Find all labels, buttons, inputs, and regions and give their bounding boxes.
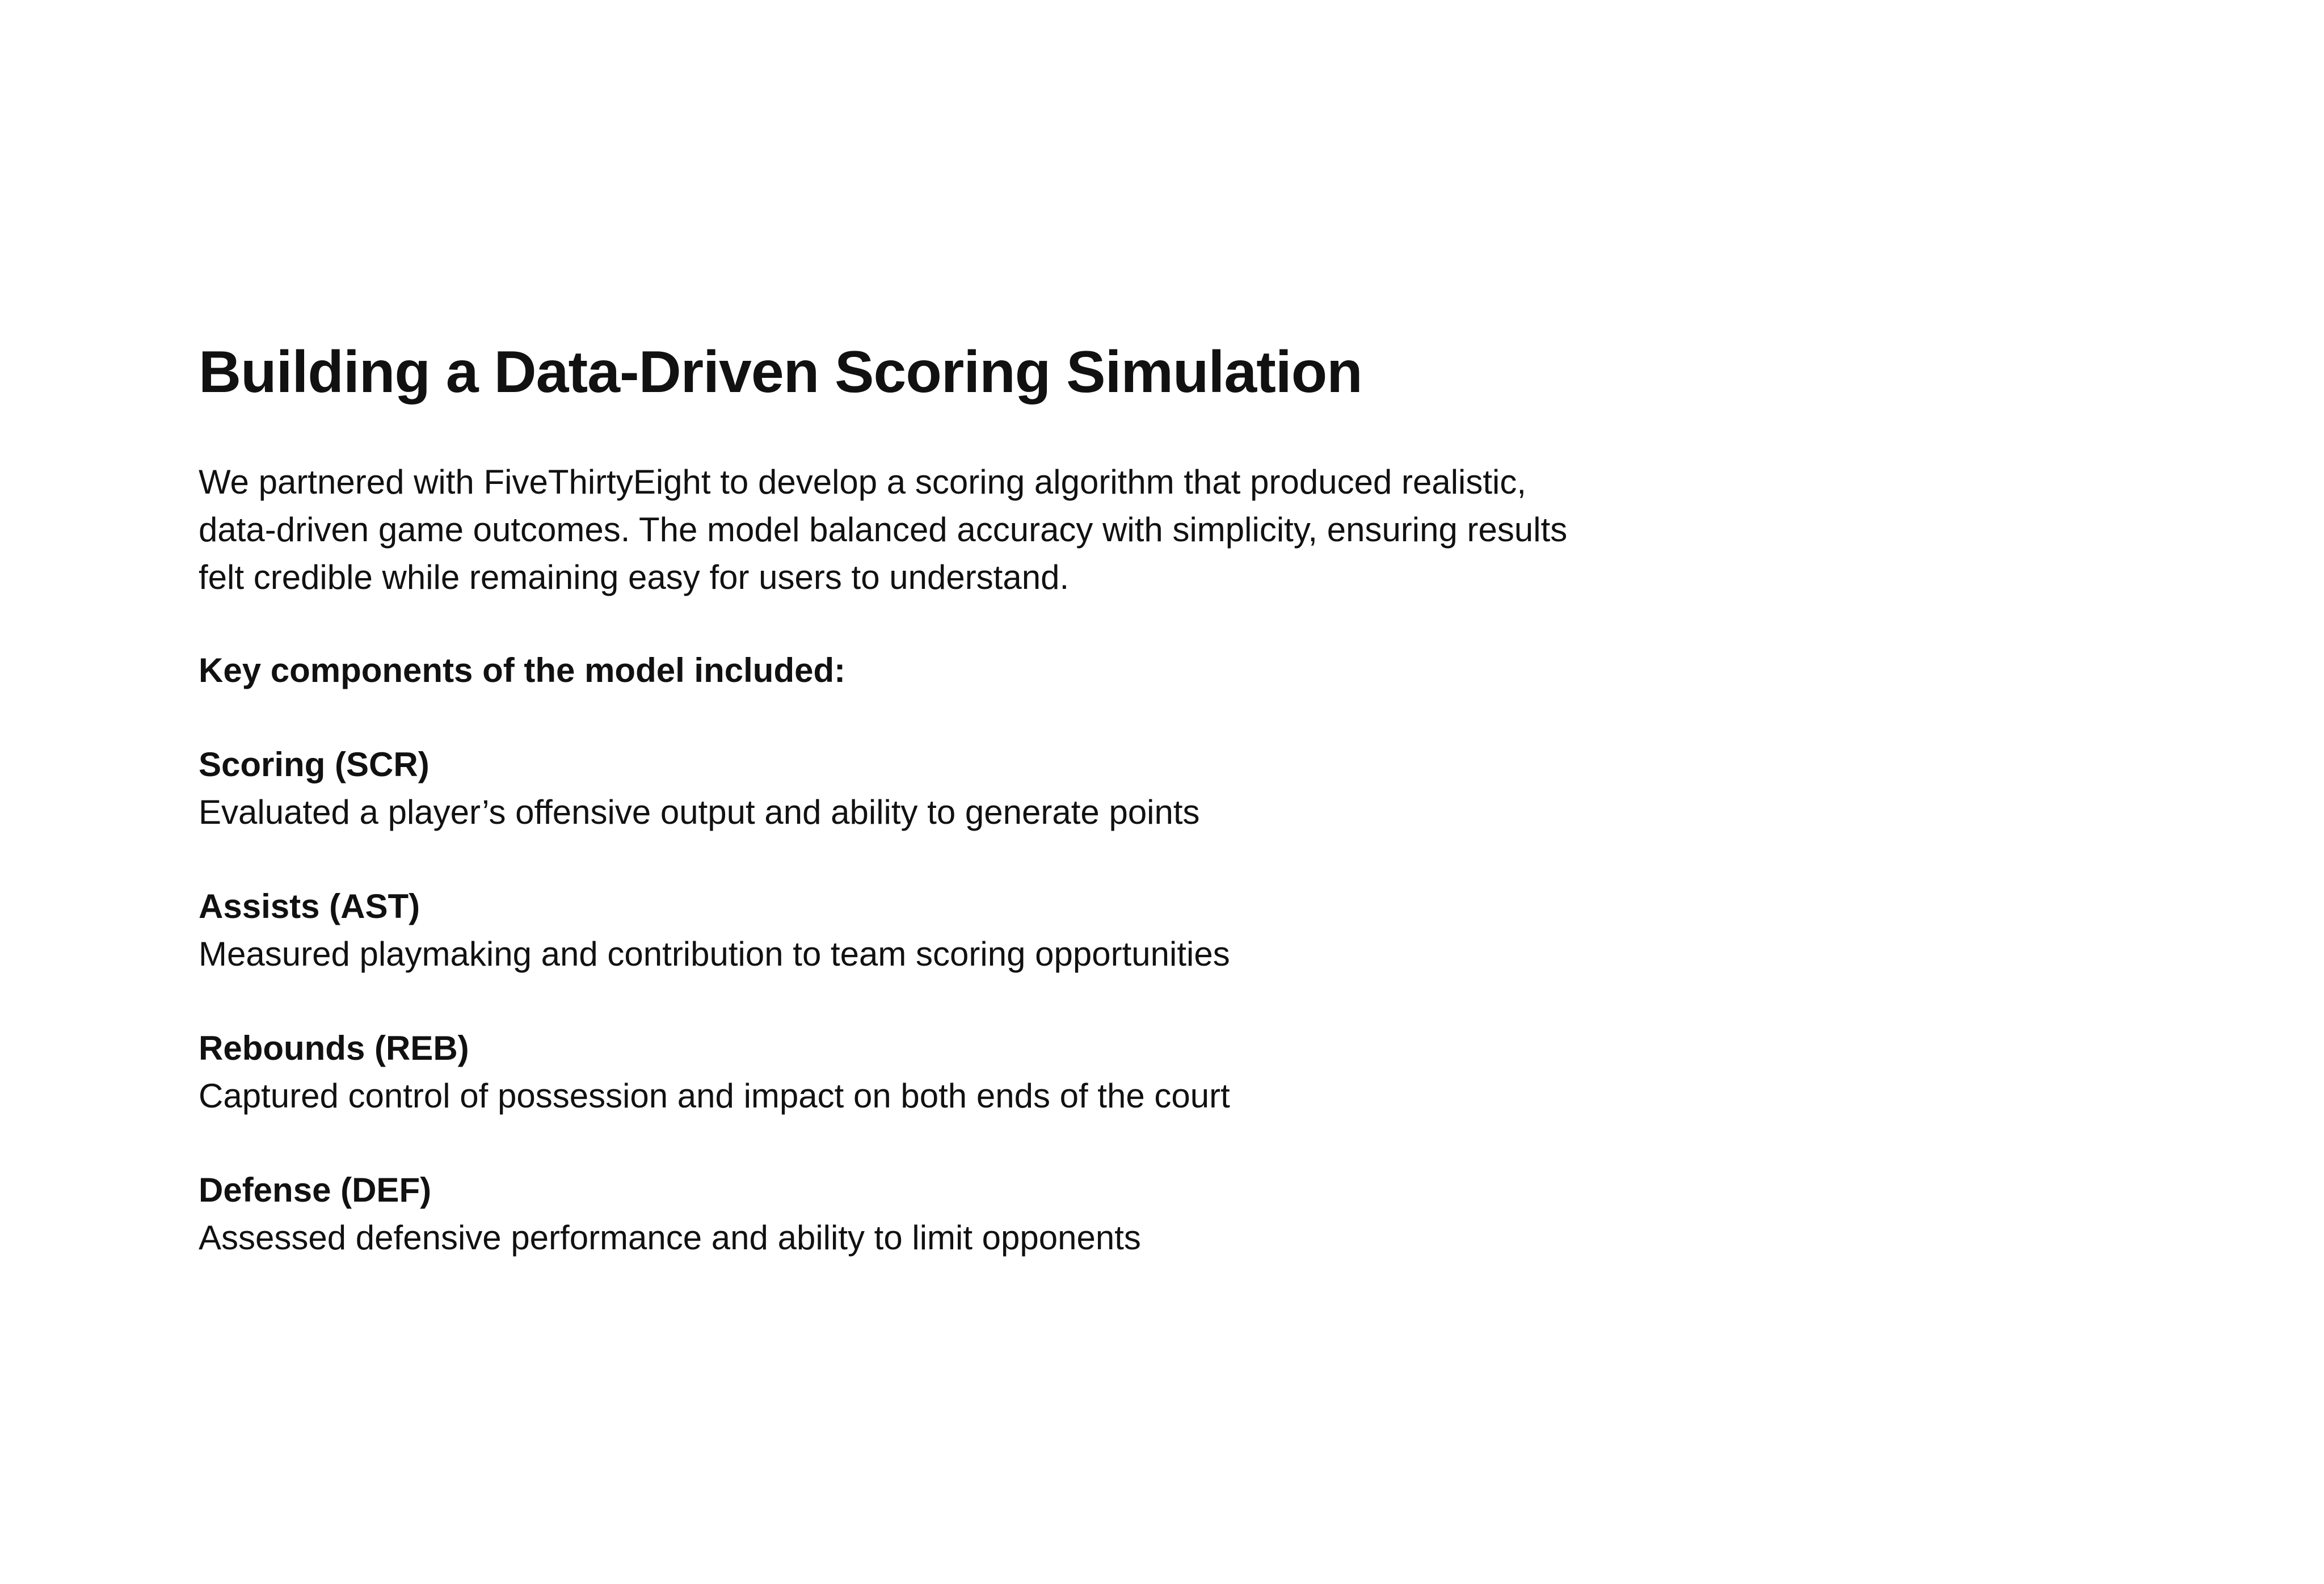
component-defense	[199, 1166, 1731, 1262]
component-description: Measured playmaking and contribution to team scoring opportunities	[199, 935, 1230, 973]
page-title: Building a Data-Driven Scoring Simulation	[199, 339, 1362, 405]
component-title: Scoring (SCR)	[199, 745, 430, 783]
component-rebounds	[199, 1025, 1731, 1120]
intro-line: data-driven game outcomes. The model balanced accuracy with simplicity, ensuring results	[199, 511, 1568, 549]
component-title: Rebounds (REB)	[199, 1029, 469, 1067]
component-title: Defense (DEF)	[199, 1171, 432, 1209]
component-title: Assists (AST)	[199, 887, 420, 925]
component-description: Assessed defensive performance and ability to limit opponents	[199, 1219, 1141, 1257]
intro-paragraph	[199, 458, 1685, 601]
intro-line: We partnered with FiveThirtyEight to develop a scoring algorithm that produced realistic,	[199, 463, 1527, 501]
components-list	[199, 741, 1731, 1262]
intro-line: felt credible while remaining easy for users to understand.	[199, 558, 1070, 596]
component-assists	[199, 883, 1731, 978]
component-scoring	[199, 741, 1731, 836]
article-content	[199, 338, 1731, 1308]
key-components-heading: Key components of the model included:	[199, 651, 846, 689]
component-description: Captured control of possession and impact on both ends of the court	[199, 1077, 1230, 1115]
component-description: Evaluated a player’s offensive output and ability to generate points	[199, 793, 1200, 831]
